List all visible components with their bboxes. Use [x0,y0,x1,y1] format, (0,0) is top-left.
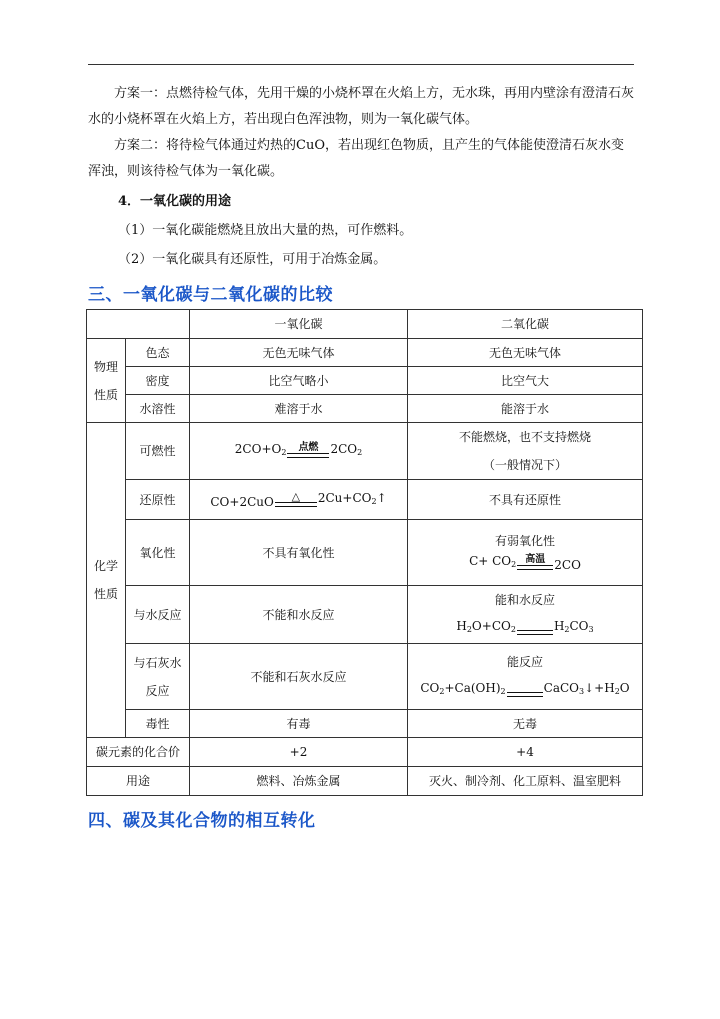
corner-cell [87,310,190,339]
group-physical: 物理 性质 [87,339,126,423]
table-row [87,644,643,710]
cell-usage-co: 燃料、冶炼金属 [190,767,408,796]
table-row [87,520,643,586]
cell-limewater-co: 不能和石灰水反应 [190,644,408,710]
cell-color-co2: 无色无味气体 [408,339,643,367]
header-co2: 二氧化碳 [408,310,643,339]
row-label-oxidizing: 氧化性 [126,520,190,586]
co-use-fuel: （1）一氧化碳能燃烧且放出大量的热，可作燃料。 [118,223,413,238]
plan-two-paragraph: 方案二：将待检气体通过灼热的CuO，若出现红色物质，且产生的气体能使澄清石灰水变浑浊，则该待检气体为一氧化碳。 [88,138,624,179]
cell-density-co2: 比空气大 [408,367,643,395]
cell-water-co2: 能和水反应 $H_2O+CO_2$ $H_2CO_3$ [408,586,643,644]
cell-toxicity-co: 有毒 [190,710,408,738]
cell-reducing-co2: 不具有还原性 [408,480,643,520]
table-row [87,423,643,480]
group-chemical: 化学 性质 [87,423,126,738]
table-row [87,339,643,367]
co-co2-comparison-table [86,309,643,796]
cell-density-co: 比空气略小 [190,367,408,395]
co-use-metallurgy: （2）一氧化碳具有还原性，可用于冶炼金属。 [118,252,387,267]
row-label-toxicity: 毒性 [126,710,190,738]
cell-solubility-co: 难溶于水 [190,395,408,423]
table-row [87,480,643,520]
cell-toxicity-co2: 无毒 [408,710,643,738]
co-reduction-equation: CO+2CuO △ $2Cu+CO_2↑$ [210,489,387,509]
row-label-color: 色态 [126,339,190,367]
row-label-limewater: 与石灰水 反应 [126,644,190,710]
cell-reducing-co [190,480,408,520]
row-label-solubility: 水溶性 [126,395,190,423]
table-row [87,738,643,767]
cell-valence-co: +2 [190,738,408,767]
section-three-title: 三、一氧化碳与二氧化碳的比较 [88,285,333,305]
table-row [87,586,643,644]
table-header-row [87,310,643,339]
co-combustion-equation: $2CO+O_2$ 点燃 $2CO_2$ [234,442,363,457]
table-row [87,395,643,423]
table-row [87,367,643,395]
table-row [87,767,643,796]
header-co: 一氧化碳 [190,310,408,339]
co2-water-equation: $H_2O+CO_2$ $H_2CO_3$ [456,618,594,634]
header-rule [88,64,634,65]
cell-valence-co2: +4 [408,738,643,767]
cell-solubility-co2: 能溶于水 [408,395,643,423]
co-uses-heading: 4．一氧化碳的用途 [118,194,232,209]
section-four-title: 四、碳及其化合物的相互转化 [88,811,316,831]
plan-one-paragraph: 方案一：点燃待检气体，先用干燥的小烧杯罩在火焰上方，无水珠，再用内壁涂有澄清石灰水的小烧杯罩在火焰上方，若出现白色浑浊物，则为一氧化碳气体。 [88,86,635,127]
co2-carbon-equation: $C+ CO_2$ 高温 2CO [469,553,581,572]
row-label-usage: 用途 [87,767,190,796]
row-label-density: 密度 [126,367,190,395]
cell-flammability-co2: 不能燃烧，也不支持燃烧 （一般情况下） [408,423,643,480]
row-label-reducing: 还原性 [126,480,190,520]
cell-usage-co2: 灭火、制冷剂、化工原料、温室肥料 [408,767,643,796]
cell-water-co: 不能和水反应 [190,586,408,644]
row-label-water: 与水反应 [126,586,190,644]
cell-limewater-co2: 能反应 $CO_2+Ca(OH)_2$ $CaCO_3↓+H_2O$ [408,644,643,710]
co2-limewater-equation: $CO_2+Ca(OH)_2$ $CaCO_3↓+H_2O$ [420,680,630,696]
cell-oxidizing-co: 不具有氧化性 [190,520,408,586]
cell-oxidizing-co2: 有弱氧化性 $C+ CO_2$ 高温 2CO [408,520,643,586]
cell-color-co: 无色无味气体 [190,339,408,367]
table-row [87,710,643,738]
row-label-valence: 碳元素的化合价 [87,738,190,767]
row-label-flammability: 可燃性 [126,423,190,480]
cell-flammability-co [190,423,408,480]
